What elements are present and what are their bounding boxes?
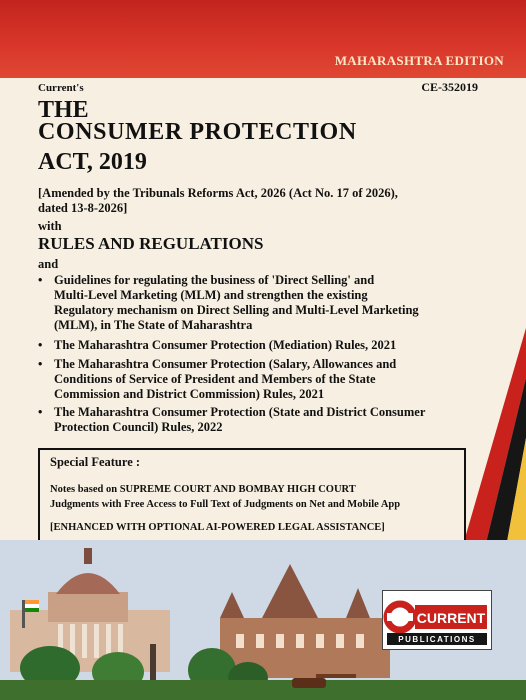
bullet-dot: • (38, 273, 43, 287)
publisher-prefix: Current's (38, 82, 84, 94)
bullet-line: Guidelines for regulating the business of 'Direct Selling' and (54, 273, 375, 287)
bullet-line: Multi-Level Marketing (MLM) and strengthen the existing (54, 288, 368, 302)
amendment-line-1: [Amended by the Tribunals Reforms Act, 2026 (Act No. 17 of 2026), (38, 186, 398, 200)
bullet-item (38, 338, 478, 353)
bullet-line: Commission and District Commission) Rules, 2021 (54, 387, 325, 401)
logo-word: CURRENT (416, 610, 486, 626)
logo-mark (383, 591, 491, 649)
logo-sub: PUBLICATIONS (398, 635, 476, 644)
bullet-dot: • (38, 338, 43, 352)
bullet-item (38, 405, 478, 435)
bullet-line: Protection Council) Rules, 2022 (54, 420, 223, 434)
bullet-item (38, 273, 478, 333)
rules-heading: RULES AND REGULATIONS (38, 234, 264, 253)
title-line-1: THE (38, 97, 89, 123)
bullet-dot: • (38, 405, 43, 419)
catalog-code: CE-352019 (421, 80, 478, 94)
bullet-item (38, 357, 478, 402)
bullet-line: The Maharashtra Consumer Protection (Mediation) Rules, 2021 (54, 338, 397, 352)
bullet-line: Regulatory mechanism on Direct Selling and Multi-Level Marketing (54, 303, 419, 317)
flag-pole (22, 600, 25, 628)
edition-label: MAHARASHTRA EDITION (334, 53, 504, 68)
logo-ring-gap (387, 613, 413, 621)
title-line-2: CONSUMER PROTECTION (38, 119, 357, 145)
flag-white (25, 604, 39, 608)
and-label: and (38, 257, 59, 271)
special-feature-line-3: [ENHANCED WITH OPTIONAL AI-POWERED LEGAL ASSISTANCE] (50, 522, 385, 533)
bullet-line: The Maharashtra Consumer Protection (State and District Consumer (54, 405, 426, 419)
special-feature-line-1: Notes based on SUPREME COURT AND BOMBAY HIGH COURT (50, 484, 356, 495)
special-feature-line-2: Judgments with Free Access to Full Text of Judgments on Net and Mobile App (50, 499, 401, 510)
supreme-court-base (48, 592, 128, 622)
gavel-head (292, 678, 326, 688)
bullet-line: (MLM), in The State of Maharashtra (54, 318, 253, 332)
with-label: with (38, 219, 62, 233)
bullet-dot: • (38, 357, 43, 371)
gavel-handle (316, 674, 356, 678)
bullet-line: Conditions of Service of President and Members of the State (54, 372, 376, 386)
amendment-line-2: dated 13-8-2026] (38, 201, 128, 215)
statue (150, 644, 156, 680)
flag-saffron (25, 600, 39, 604)
top-red-band (0, 0, 526, 82)
dome-finial (84, 548, 92, 564)
ground (0, 680, 526, 700)
bullet-line: The Maharashtra Consumer Protection (Salary, Allowances and (54, 357, 397, 371)
special-feature-box (38, 448, 466, 544)
current-publications-logo (382, 590, 492, 650)
flag-green (25, 608, 39, 612)
amendment-note (38, 186, 468, 216)
title-line-3: ACT, 2019 (38, 149, 147, 175)
special-feature-title: Special Feature : (50, 455, 141, 469)
